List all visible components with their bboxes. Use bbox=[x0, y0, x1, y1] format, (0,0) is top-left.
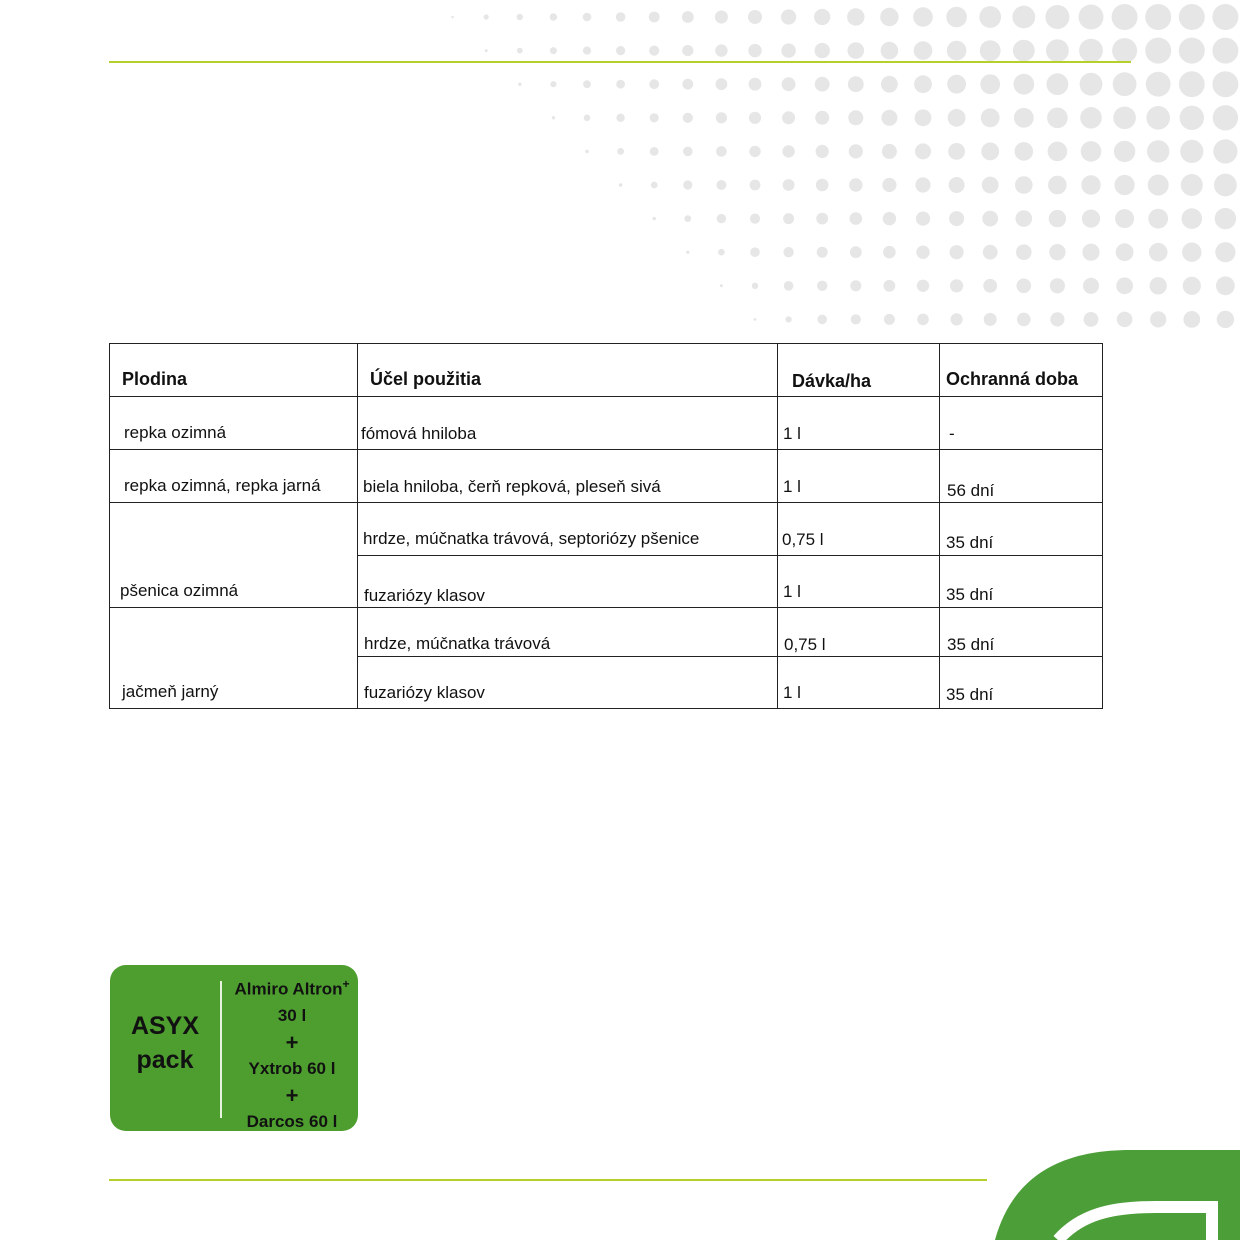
superscript-plus: + bbox=[342, 977, 350, 991]
pattern-dot bbox=[950, 279, 963, 292]
pattern-dot bbox=[1145, 4, 1171, 30]
plus-sign: + bbox=[285, 1029, 299, 1055]
pattern-dot bbox=[754, 318, 757, 321]
pattern-dot bbox=[815, 43, 830, 58]
pattern-dot bbox=[1113, 72, 1137, 96]
pattern-dot bbox=[717, 214, 726, 223]
pattern-dot bbox=[883, 212, 896, 225]
pattern-dot bbox=[782, 77, 796, 91]
pattern-dot bbox=[1049, 244, 1065, 260]
pattern-dot bbox=[752, 283, 758, 289]
pattern-dot bbox=[1212, 71, 1238, 97]
pattern-dot bbox=[983, 279, 997, 293]
pattern-dot bbox=[1084, 312, 1099, 327]
pattern-dot bbox=[916, 212, 930, 226]
pattern-dot bbox=[782, 111, 795, 124]
pattern-dot bbox=[981, 143, 999, 161]
pattern-dot bbox=[948, 143, 965, 160]
pattern-dot bbox=[552, 116, 555, 119]
pattern-dot bbox=[716, 180, 726, 190]
cell-purpose: hrdze, múčnatka trávová, septoriózy pšenice bbox=[358, 503, 778, 556]
pattern-dot bbox=[1215, 208, 1236, 229]
pattern-dot bbox=[984, 313, 997, 326]
pattern-dot bbox=[814, 9, 830, 25]
pattern-dot bbox=[583, 13, 592, 22]
pattern-dot bbox=[882, 178, 896, 192]
pattern-dot bbox=[816, 145, 829, 158]
pattern-dot bbox=[1013, 74, 1034, 95]
pattern-dot bbox=[1179, 4, 1205, 30]
pattern-dot bbox=[1015, 142, 1034, 161]
pattern-dot bbox=[518, 83, 521, 86]
pack-item-yxtrob: Yxtrob 60 l bbox=[248, 1059, 336, 1079]
pattern-dot bbox=[1081, 175, 1100, 194]
pattern-dot bbox=[781, 43, 795, 57]
pack-divider bbox=[220, 981, 222, 1118]
pattern-dot bbox=[649, 46, 659, 56]
pattern-dot bbox=[1045, 5, 1069, 29]
pattern-dot bbox=[650, 147, 659, 156]
pattern-dot bbox=[1050, 312, 1064, 326]
pattern-dot bbox=[817, 281, 827, 291]
pattern-dot bbox=[783, 247, 793, 257]
pattern-dot bbox=[1182, 208, 1203, 229]
pattern-dot bbox=[817, 247, 828, 258]
pattern-dot bbox=[949, 211, 964, 226]
pattern-dot bbox=[880, 8, 898, 26]
pattern-dot bbox=[1183, 277, 1201, 295]
pattern-dot bbox=[716, 78, 728, 90]
pattern-dot bbox=[1116, 243, 1134, 261]
cell-crop: repka ozimná, repka jarná bbox=[110, 450, 358, 503]
pattern-dot bbox=[914, 75, 932, 93]
asyx-pack-badge bbox=[110, 965, 358, 1131]
pattern-dot bbox=[917, 280, 929, 292]
table-row bbox=[110, 450, 1103, 503]
cell-crop: repka ozimná bbox=[110, 397, 358, 450]
pattern-dot bbox=[583, 47, 591, 55]
pattern-dot bbox=[716, 112, 727, 123]
pattern-dot bbox=[584, 115, 591, 122]
pattern-dot bbox=[517, 14, 523, 20]
pattern-dot bbox=[917, 314, 929, 326]
pattern-dot bbox=[683, 147, 693, 157]
pattern-dot bbox=[1145, 38, 1171, 64]
pattern-dot bbox=[817, 315, 827, 325]
pattern-dot bbox=[881, 110, 897, 126]
pattern-dot bbox=[849, 178, 862, 191]
pattern-dot bbox=[550, 81, 556, 87]
cell-purpose: biela hniloba, čerň repková, pleseň sivá bbox=[358, 450, 778, 503]
pattern-dot bbox=[1079, 5, 1104, 30]
pack-name-line-1: ASYX bbox=[130, 1012, 200, 1040]
pattern-dot bbox=[849, 144, 863, 158]
table-header-row bbox=[110, 344, 1103, 397]
pattern-dot bbox=[980, 74, 1000, 94]
pattern-dot bbox=[815, 111, 829, 125]
pattern-dot bbox=[653, 217, 656, 220]
pattern-dot bbox=[750, 247, 760, 257]
pattern-dot bbox=[847, 8, 864, 25]
pattern-dot bbox=[749, 78, 762, 91]
pattern-dot bbox=[616, 12, 626, 22]
pattern-dot bbox=[1047, 108, 1068, 129]
cell-dose: 1 l bbox=[778, 397, 940, 450]
pattern-dot bbox=[915, 109, 932, 126]
pattern-dot bbox=[1147, 140, 1169, 162]
cell-protection: 35 dní bbox=[940, 657, 1103, 709]
pattern-dot bbox=[650, 113, 659, 122]
pattern-dot bbox=[683, 180, 692, 189]
pattern-dot bbox=[684, 215, 691, 222]
pattern-dot bbox=[649, 12, 660, 23]
pattern-dot bbox=[1215, 242, 1235, 262]
pattern-dot bbox=[1049, 210, 1066, 227]
cell-purpose: fómová hniloba bbox=[358, 397, 778, 450]
pack-item-darcos: Darcos 60 l bbox=[246, 1112, 338, 1132]
bottom-accent-line bbox=[109, 1179, 987, 1181]
pattern-dot bbox=[1179, 71, 1205, 97]
pattern-dot bbox=[979, 6, 1001, 28]
header-crop: Plodina bbox=[110, 344, 358, 397]
pattern-dot bbox=[1112, 38, 1137, 63]
cell-crop: jačmeň jarný bbox=[110, 608, 358, 709]
pattern-dot bbox=[784, 281, 794, 291]
pattern-dot bbox=[1047, 73, 1069, 95]
pattern-dot bbox=[783, 213, 794, 224]
pattern-dot bbox=[1050, 278, 1065, 293]
pattern-dot bbox=[883, 246, 896, 259]
pattern-dot bbox=[1115, 175, 1135, 195]
pattern-dot bbox=[1017, 279, 1032, 294]
pattern-dot bbox=[1113, 107, 1136, 130]
pattern-dot bbox=[585, 150, 589, 154]
pattern-dot bbox=[484, 14, 489, 19]
pattern-dot bbox=[1082, 210, 1100, 228]
cell-protection: 35 dní bbox=[940, 503, 1103, 556]
cell-dose: 1 l bbox=[778, 657, 940, 709]
pattern-dot bbox=[1012, 6, 1035, 29]
pack-name bbox=[110, 1009, 220, 1077]
pattern-dot bbox=[1214, 174, 1237, 197]
pattern-dot bbox=[1150, 277, 1167, 294]
pattern-dot bbox=[715, 44, 727, 56]
pattern-dot bbox=[1117, 312, 1133, 328]
table-row bbox=[110, 397, 1103, 450]
pattern-dot bbox=[881, 42, 899, 60]
logo-shape bbox=[995, 1150, 1240, 1240]
pattern-dot bbox=[1112, 4, 1138, 30]
pattern-dot bbox=[1149, 243, 1168, 262]
pattern-dot bbox=[1016, 244, 1032, 260]
pattern-dot bbox=[1048, 176, 1067, 195]
pattern-dot bbox=[748, 10, 762, 24]
pattern-dot bbox=[1213, 105, 1238, 130]
pattern-dot bbox=[1179, 38, 1205, 64]
pattern-dot bbox=[1116, 277, 1133, 294]
pattern-dot bbox=[882, 144, 897, 159]
dot-pattern-decoration bbox=[0, 0, 1240, 345]
pattern-dot bbox=[1115, 209, 1134, 228]
pattern-dot bbox=[682, 45, 693, 56]
pattern-dot bbox=[783, 179, 795, 191]
pattern-dot bbox=[686, 251, 689, 254]
pattern-dot bbox=[1114, 141, 1135, 162]
usage-table bbox=[109, 343, 1103, 709]
pattern-dot bbox=[550, 47, 557, 54]
pattern-dot bbox=[881, 76, 898, 93]
pattern-dot bbox=[750, 180, 761, 191]
pack-contents bbox=[226, 971, 358, 1136]
pattern-dot bbox=[816, 179, 829, 192]
pattern-dot bbox=[617, 148, 624, 155]
header-purpose: Účel použitia bbox=[358, 344, 778, 397]
pattern-dot bbox=[884, 314, 895, 325]
pattern-dot bbox=[1180, 106, 1204, 130]
pattern-dot bbox=[683, 113, 693, 123]
pattern-dot bbox=[1015, 176, 1033, 194]
pattern-dot bbox=[848, 42, 865, 59]
pattern-dot bbox=[1080, 73, 1103, 96]
pattern-dot bbox=[851, 314, 861, 324]
pattern-dot bbox=[916, 246, 929, 259]
pattern-dot bbox=[850, 212, 863, 225]
pattern-dot bbox=[947, 41, 967, 61]
pattern-dot bbox=[649, 79, 659, 89]
pattern-dot bbox=[816, 213, 828, 225]
pattern-dot bbox=[1148, 209, 1168, 229]
pattern-dot bbox=[1080, 107, 1102, 129]
pattern-dot bbox=[1017, 313, 1031, 327]
pattern-dot bbox=[948, 109, 966, 127]
cell-purpose: fuzariózy klasov bbox=[358, 657, 778, 709]
table-row bbox=[110, 503, 1103, 556]
brand-logo-corner bbox=[990, 1145, 1240, 1240]
pattern-dot bbox=[748, 44, 761, 57]
pattern-dot bbox=[913, 7, 933, 27]
pattern-dot bbox=[616, 80, 625, 89]
pattern-dot bbox=[616, 114, 624, 122]
pattern-dot bbox=[682, 79, 693, 90]
pattern-dot bbox=[982, 177, 999, 194]
pattern-dot bbox=[850, 246, 862, 258]
pattern-dot bbox=[884, 280, 896, 292]
pattern-dot bbox=[1082, 244, 1099, 261]
cell-protection: 35 dní bbox=[940, 608, 1103, 657]
pattern-dot bbox=[750, 214, 760, 224]
cell-crop: pšenica ozimná bbox=[110, 503, 358, 608]
cell-dose: 0,75 l bbox=[778, 608, 940, 657]
pattern-dot bbox=[451, 16, 454, 19]
pattern-dot bbox=[915, 177, 930, 192]
pattern-dot bbox=[982, 211, 998, 227]
pattern-dot bbox=[1212, 38, 1238, 64]
pattern-dot bbox=[749, 112, 761, 124]
pattern-dot bbox=[550, 13, 557, 20]
pattern-dot bbox=[651, 182, 658, 189]
pattern-dot bbox=[1217, 311, 1234, 328]
pattern-dot bbox=[1016, 210, 1033, 227]
header-protection: Ochranná doba bbox=[940, 344, 1103, 397]
pattern-dot bbox=[1048, 142, 1068, 162]
pattern-dot bbox=[848, 76, 864, 92]
pattern-dot bbox=[749, 146, 760, 157]
plus-sign: + bbox=[285, 1082, 299, 1108]
pattern-dot bbox=[950, 245, 964, 259]
cell-dose: 0,75 l bbox=[778, 503, 940, 556]
pattern-dot bbox=[1146, 72, 1171, 97]
cell-protection: 35 dní bbox=[940, 556, 1103, 608]
pack-item-almiro-qty: 30 l bbox=[277, 1006, 307, 1026]
pattern-dot bbox=[1216, 276, 1235, 295]
pattern-dot bbox=[946, 7, 967, 28]
pattern-dot bbox=[947, 75, 966, 94]
pattern-dot bbox=[583, 80, 591, 88]
cell-dose: 1 l bbox=[778, 450, 940, 503]
pattern-dot bbox=[915, 143, 931, 159]
pattern-dot bbox=[682, 11, 694, 23]
pattern-dot bbox=[782, 145, 794, 157]
pattern-dot bbox=[1181, 174, 1203, 196]
pattern-dot bbox=[720, 284, 723, 287]
pattern-dot bbox=[1148, 175, 1169, 196]
pattern-dot bbox=[1182, 243, 1201, 262]
pattern-dot bbox=[1046, 39, 1069, 62]
pack-item-almiro: Almiro Altron+ bbox=[234, 977, 350, 999]
pattern-dot bbox=[1183, 311, 1200, 328]
pattern-dot bbox=[815, 77, 830, 92]
header-dose: Dávka/ha bbox=[778, 344, 940, 397]
pattern-dot bbox=[718, 249, 725, 256]
pattern-dot bbox=[1081, 141, 1102, 162]
pattern-dot bbox=[716, 146, 727, 157]
cell-protection: - bbox=[940, 397, 1103, 450]
pattern-dot bbox=[781, 9, 796, 24]
pattern-dot bbox=[619, 183, 623, 187]
pattern-dot bbox=[1150, 311, 1166, 327]
pattern-dot bbox=[983, 245, 998, 260]
pattern-dot bbox=[1213, 139, 1237, 163]
pack-name-line-2: pack bbox=[136, 1046, 194, 1074]
cell-protection: 56 dní bbox=[940, 450, 1103, 503]
pattern-dot bbox=[981, 108, 1000, 127]
pattern-dot bbox=[485, 49, 488, 52]
pattern-dot bbox=[1146, 106, 1170, 130]
pattern-dot bbox=[951, 313, 963, 325]
pattern-dot bbox=[616, 46, 625, 55]
top-accent-line bbox=[109, 61, 1131, 63]
pattern-dot bbox=[1013, 40, 1035, 62]
pattern-dot bbox=[949, 177, 965, 193]
pattern-dot bbox=[786, 316, 792, 322]
table-row bbox=[110, 608, 1103, 657]
pattern-dot bbox=[980, 40, 1001, 61]
pattern-dot bbox=[1014, 108, 1034, 128]
cell-purpose: hrdze, múčnatka trávová bbox=[358, 608, 778, 657]
pattern-dot bbox=[1079, 39, 1103, 63]
cell-purpose: fuzariózy klasov bbox=[358, 556, 778, 608]
cell-dose: 1 l bbox=[778, 556, 940, 608]
pattern-dot bbox=[1083, 278, 1099, 294]
pattern-dot bbox=[848, 110, 863, 125]
pattern-dot bbox=[850, 280, 861, 291]
pattern-dot bbox=[914, 41, 933, 60]
pattern-dot bbox=[1180, 140, 1203, 163]
pattern-dot bbox=[517, 48, 523, 54]
pattern-dot bbox=[715, 11, 728, 24]
pattern-dot bbox=[1212, 4, 1238, 30]
